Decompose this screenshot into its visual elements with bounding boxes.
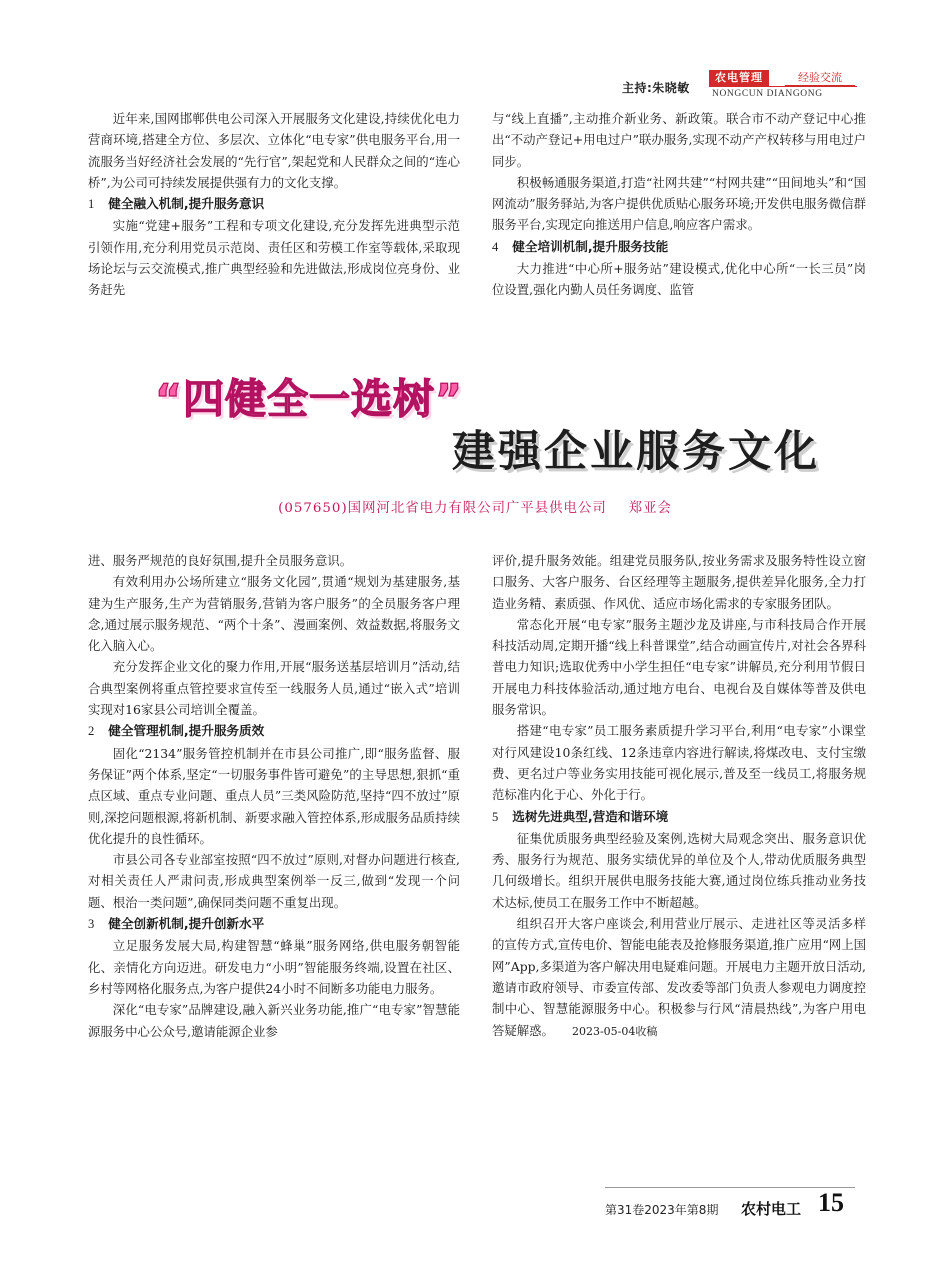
section-4-heading bbox=[492, 236, 866, 258]
paragraph: 有效利用办公场所建立“服务文化园”,贯通“规划为基建服务,基建为生产服务,生产为营销服务,营销为客户服务”的全员服务客户理念,通过展示服务规范、“两个十条”、漫画案例、效益数据,将服务文化入脑入心。 bbox=[88, 574, 460, 654]
section-number: 2 bbox=[88, 724, 95, 739]
header-rule bbox=[709, 86, 857, 87]
column-pinyin: NONGCUN DIANGONG bbox=[712, 89, 823, 99]
section-title: 健全管理机制,提升服务质效 bbox=[108, 723, 265, 739]
author-name: 郑亚会 bbox=[628, 501, 672, 516]
paragraph: 立足服务发展大局,构建智慧“蜂巢”服务网络,供电服务朝智能化、亲情化方向迈进。研发电力“小明”智能服务终端,设置在社区、乡村等网格化服务点,为客户提供24小时不间断多功能电力服务。 bbox=[88, 938, 460, 996]
section-1-heading bbox=[88, 193, 460, 215]
continued-paragraph: 与“线上直播”,主动推介新业务、新政策。联合市不动产登记中心推出“不动产登记+用电过户”联办服务,实现不动产产权转移与用电过户同步。 bbox=[492, 111, 866, 169]
paragraph: 常态化开展“电专家”服务主题沙龙及讲座,与市科技局合作开展科技活动周,定期开播“线上科普课堂”,结合动画宣传片,对社会各界科普电力知识;选取优秀中小学生担任“电专家”讲解员,充分利用节假日开展电力科技体验活动,通过地方电台、电视台及自媒体等普及供电服务常识。 bbox=[492, 616, 866, 718]
section-title: 健全创新机制,提升创新水平 bbox=[108, 916, 265, 932]
top-left-column bbox=[88, 108, 460, 301]
host-label: 主持:朱晓敏 bbox=[622, 81, 690, 95]
paragraph bbox=[492, 913, 866, 1042]
section-number: 5 bbox=[492, 809, 499, 824]
paragraph: 固化“2134”服务管控机制并在市县公司推广,即“服务监督、服务保证”两个体系,坚定“一切服务事件皆可避免”的主导思想,狠抓“重点区域、重点专业问题、重点人员”三类风险防范,坚持“四不放过”原则,深挖问题根源,将新机制、新要求融入管控体系,形成服务品质持续优化提升的良性循环。 bbox=[88, 745, 460, 846]
footer-issue: 第31卷2023年第8期 bbox=[605, 1203, 719, 1217]
article-title-line-2: 建强企业服务文化 bbox=[452, 427, 820, 477]
bottom-left-column bbox=[88, 550, 460, 1042]
paragraph: 深化“电专家”品牌建设,融入新兴业务功能,推广“电专家”智慧能源服务中心公众号,邀请能源企业参 bbox=[88, 1002, 460, 1039]
page-number: 15 bbox=[818, 1188, 844, 1217]
article-title-line-1: “四健全一选树” bbox=[155, 375, 463, 423]
continued-paragraph: 评价,提升服务效能。组建党员服务队,按业务需求及服务特性设立窗口服务、大客户服务、台区经理等主题服务,提供差异化服务,全力打造业务精、素质强、作风优、适应市场化需求的专家服务团队。 bbox=[492, 553, 866, 611]
top-right-column bbox=[492, 108, 866, 301]
section-1-paragraph: 实施“党建+服务”工程和专项文化建设,充分发挥先进典型示范引领作用,充分利用党员示范岗、责任区和劳模工作室等载体,采取现场论坛与云交流模式,推广典型经验和先进做法,形成岗位亮身份、业务赶先 bbox=[88, 218, 460, 298]
section-5-heading bbox=[492, 806, 866, 828]
column-name-badge: 农电管理 bbox=[709, 70, 769, 86]
section-number: 1 bbox=[88, 197, 95, 212]
continued-paragraph: 进、服务严规范的良好氛围,提升全员服务意识。 bbox=[88, 553, 353, 568]
paragraph-text: 组织召开大客户座谈会,利用营业厅展示、走进社区等灵活多样的宣传方式,宣传电价、智能电能表及抢修服务渠道,推广应用“网上国网”App,多渠道为客户解决用电疑难问题。开展电力主题开放日活动,邀请市政府领导、市委宣传部、发改委等部门负责人参观电力调度控制中心、智慧能源服务中心。积极参与行风“清晨热线”,为客户用电答疑解惑。 bbox=[492, 916, 866, 1038]
paragraph: 市县公司各专业部室按照“四不放过”原则,对督办问题进行核查,对相关责任人严肃问责,形成典型案例举一反三,做到“发现一个问题、根治一类问题”,确保同类问题不重复出现。 bbox=[88, 852, 460, 910]
section-title: 选树先进典型,营造和谐环境 bbox=[512, 808, 669, 824]
section-title: 健全培训机制,提升服务技能 bbox=[512, 238, 669, 254]
section-2-heading bbox=[88, 720, 460, 742]
footer-magazine-name: 农村电工 bbox=[741, 1200, 802, 1218]
section-number: 4 bbox=[492, 239, 499, 254]
section-title: 健全融入机制,提升服务意识 bbox=[108, 196, 265, 212]
column-subtitle: 经验交流 bbox=[785, 70, 855, 86]
paragraph: 充分发挥企业文化的聚力作用,开展“服务送基层培训月”活动,结合典型案例将重点管控要求宣传至一线服务人员,通过“嵌入式”培训实现对16家县公司培训全覆盖。 bbox=[88, 659, 460, 718]
author-organization: (057650)国网河北省电力有限公司广平县供电公司 bbox=[278, 501, 607, 516]
received-date: 2023-05-04收稿 bbox=[571, 1024, 658, 1038]
section-number: 3 bbox=[88, 917, 95, 932]
paragraph: 征集优质服务典型经验及案例,选树大局观念突出、服务意识优秀、服务行为规范、服务实绩优异的单位及个人,带动优质服务典型几何级增长。组织开展供电服务技能大赛,通过岗位练兵推动业务技术达标,使员工在服务工作中不断超越。 bbox=[492, 830, 866, 910]
paragraph: 搭建“电专家”员工服务素质提升学习平台,利用“电专家”小课堂对行风建设10条红线、12条违章内容进行解读,将煤改电、支付宝缴费、更名过户等业务实用技能可视化展示,普及至一线员工,将服务规范标准内化于心、外化于行。 bbox=[492, 723, 866, 803]
bottom-right-column bbox=[492, 550, 866, 1042]
byline bbox=[0, 497, 950, 516]
intro-paragraph: 近年来,国网邯郸供电公司深入开展服务文化建设,持续优化电力营商环境,搭建全方位、多层次、立体化“电专家”供电服务平台,用一流服务当好经济社会发展的“先行官”,架起党和人民群众之间的“连心桥”,为公司可持续发展提供强有力的文化支撑。 bbox=[88, 111, 460, 190]
section-3-heading bbox=[88, 913, 460, 935]
section-4-paragraph: 大力推进“中心所+服务站”建设模式,优化中心所“一长三员”岗位设置,强化内勤人员任务调度、监管 bbox=[492, 261, 866, 298]
paragraph: 积极畅通服务渠道,打造“社网共建”“村网共建”“田间地头”和“国网流动”服务驿站,为客户提供优质贴心服务环境;开发供电服务微信群服务平台,实现定向推送用户信息,响应客户需求。 bbox=[492, 174, 866, 233]
